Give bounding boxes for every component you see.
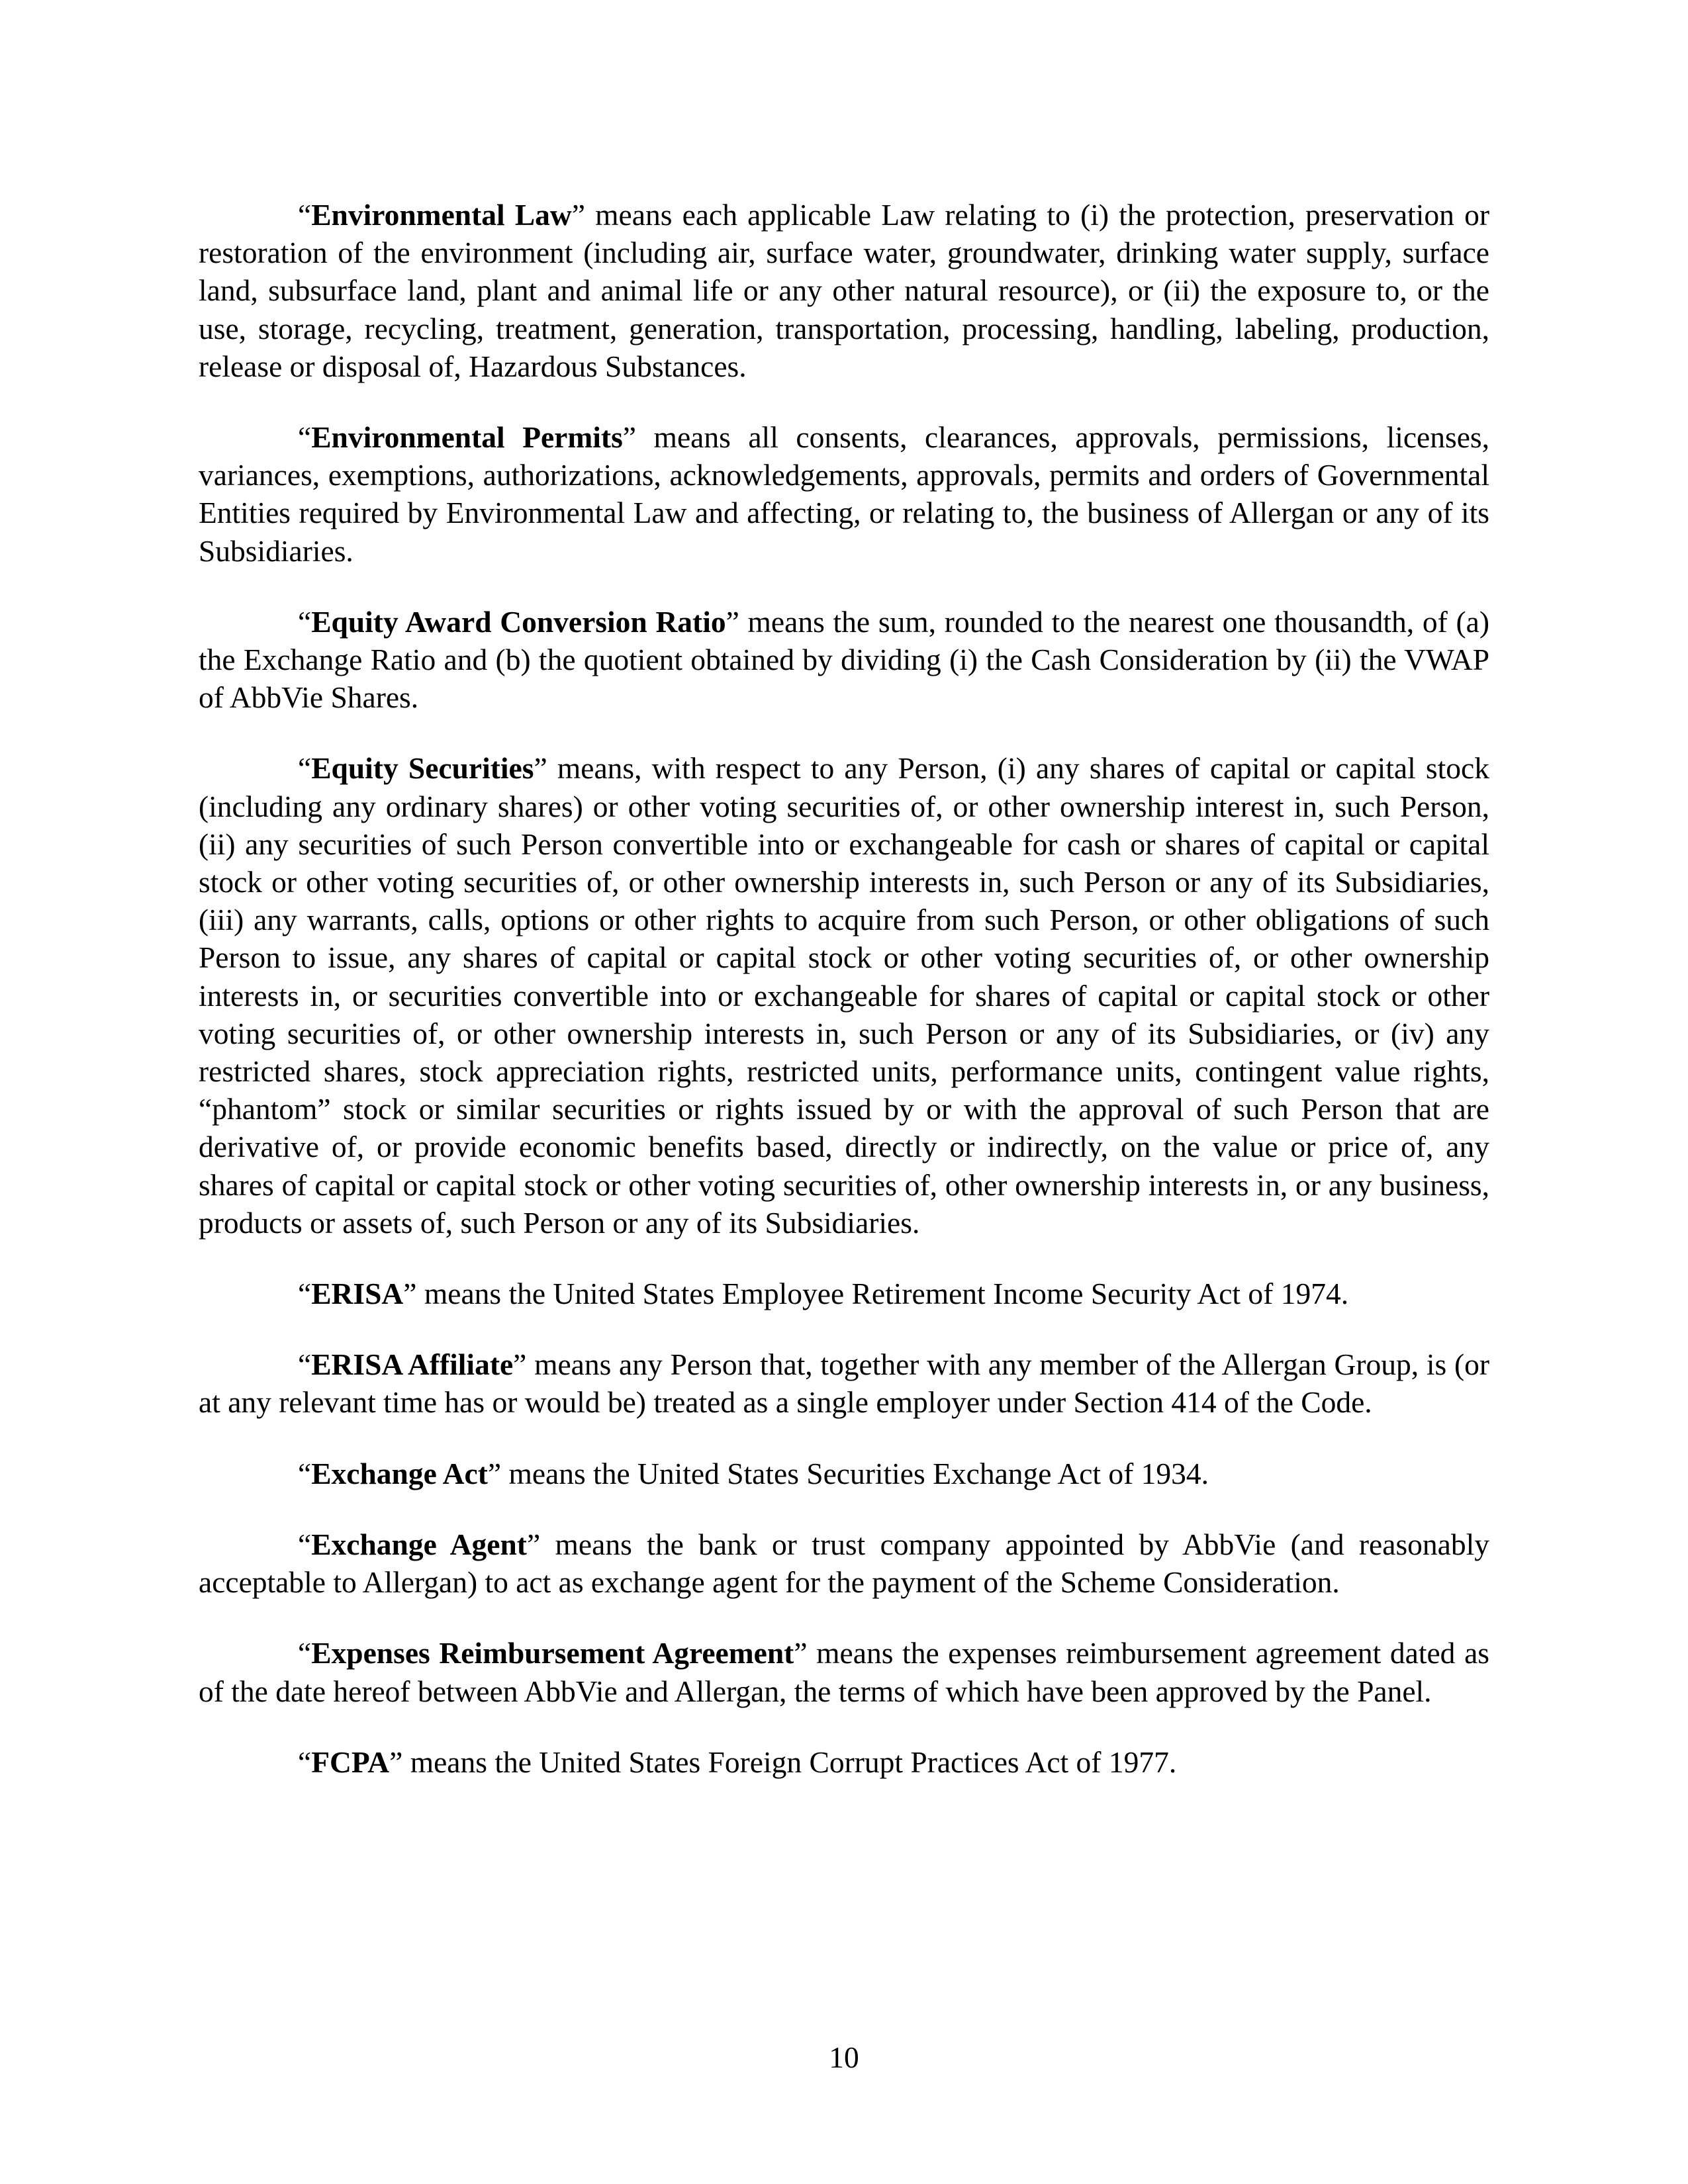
defined-term: Environmental Permits xyxy=(311,420,623,455)
defined-term: Equity Award Conversion Ratio xyxy=(311,604,726,639)
definition-erisa-affiliate xyxy=(199,1345,1489,1421)
definition-text: ” means the sum, rounded to the nearest one thousandth, of (a) the Exchange Ratio and (b) the quotient obtained by dividing (i) the Cash Consideration by (ii) the VWAP of AbbVie Shares. xyxy=(199,604,1489,715)
defined-term: Expenses Reimbursement Agreement xyxy=(311,1636,794,1670)
open-quote: “ xyxy=(298,1456,312,1490)
definition-text: ” means the expenses reimbursement agreement dated as of the date hereof between AbbVie and Allergan, the terms of which have been approved by the Panel. xyxy=(199,1636,1489,1708)
open-quote: “ xyxy=(298,751,312,786)
definition-text: ” means the bank or trust company appointed by AbbVie (and reasonably acceptable to Allergan) to act as exchange agent for the payment of the Scheme Consideration. xyxy=(199,1527,1489,1600)
definition-text: ” means the United States Securities Exchange Act of 1934. xyxy=(487,1456,1209,1490)
definition-environmental-permits xyxy=(199,418,1489,570)
definition-exchange-agent xyxy=(199,1525,1489,1601)
defined-term: Equity Securities xyxy=(311,751,534,786)
open-quote: “ xyxy=(298,198,312,232)
definition-text: ” means each applicable Law relating to (i) the protection, preservation or restoration of the environment (including air, surface water, groundwater, drinking water supply, surface land, subsurface land, plant and animal life or any other natural resource), or (ii) the exposure to, or the use, storage, recycling, treatment, generation, transportation, processing, handling, labeling, production, release or disposal of, Hazardous Substances. xyxy=(199,198,1489,383)
open-quote: “ xyxy=(298,604,312,639)
defined-term: Exchange Agent xyxy=(311,1527,527,1561)
definition-text: ” means, with respect to any Person, (i) any shares of capital or capital stock (including any ordinary shares) or other voting securities of, or other ownership interest in, such Person, (ii) any securities of such Person convertible into or exchangeable for cash or shares of capital or capital stock or other voting securities of, or other ownership interests in, such Person or any of its Subsidiaries, (iii) any warrants, calls, options or other rights to acquire from such Person, or other obligations of such Person to issue, any shares of capital or capital stock or other voting securities of, or other ownership interests in, or securities convertible into or exchangeable for shares of capital or capital stock or other voting securities of, or other ownership interests in, such Person or any of its Subsidiaries, or (iv) any restricted shares, stock appreciation rights, restricted units, performance units, contingent value rights, “phantom” stock or similar securities or rights issued by or with the approval of such Person that are derivative of, or provide economic benefits based, directly or indirectly, on the value or price of, any shares of capital or capital stock or other voting securities of, other ownership interests in, or any business, products or assets of, such Person or any of its Subsidiaries. xyxy=(199,751,1489,1240)
defined-term: Exchange Act xyxy=(311,1456,488,1490)
open-quote: “ xyxy=(298,1347,312,1382)
open-quote: “ xyxy=(298,1277,312,1311)
defined-term: ERISA Affiliate xyxy=(311,1347,514,1382)
open-quote: “ xyxy=(298,1527,312,1561)
definition-environmental-law xyxy=(199,196,1489,385)
definition-equity-securities xyxy=(199,749,1489,1242)
defined-term: FCPA xyxy=(311,1745,390,1779)
definition-text: ” means the United States Employee Retirement Income Security Act of 1974. xyxy=(403,1277,1349,1311)
definition-text: ” means the United States Foreign Corrupt Practices Act of 1977. xyxy=(389,1745,1177,1779)
open-quote: “ xyxy=(298,1745,312,1779)
definition-equity-award-conversion-ratio xyxy=(199,603,1489,717)
definition-fcpa xyxy=(199,1743,1489,1781)
defined-term: Environmental Law xyxy=(311,198,572,232)
definition-text: ” means any Person that, together with any member of the Allergan Group, is (or at any relevant time has or would be) treated as a single employer under Section 414 of the Code. xyxy=(199,1347,1489,1420)
defined-term: ERISA xyxy=(311,1277,404,1311)
definitions-list xyxy=(199,196,1489,1814)
definition-expenses-reimbursement-agreement xyxy=(199,1634,1489,1709)
page-number: 10 xyxy=(829,2040,859,2074)
definition-text: ” means all consents, clearances, approvals, permissions, licenses, variances, exemptions, authorizations, acknowledgements, approvals, permits and orders of Governmental Entities required by Environmental Law and affecting, or relating to, the business of Allergan or any of its Subsidiaries. xyxy=(199,420,1489,568)
definition-exchange-act xyxy=(199,1455,1489,1492)
definition-erisa xyxy=(199,1275,1489,1312)
open-quote: “ xyxy=(298,1636,312,1670)
open-quote: “ xyxy=(298,420,312,455)
